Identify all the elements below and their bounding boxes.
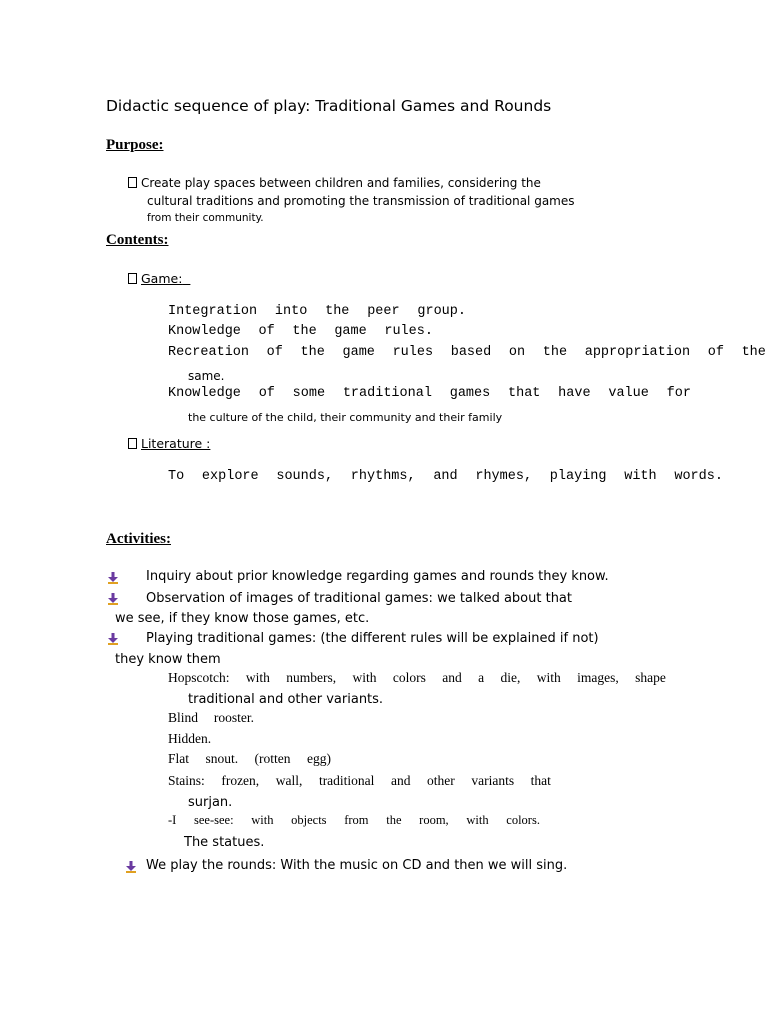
game-item-3: Recreation of the game rules based on the appropriation of the — [168, 345, 766, 360]
activity-item-2-continued: we see, if they know those games, etc. — [115, 611, 370, 626]
game-flat-snout: Flat snout. (rotten egg) — [168, 751, 331, 766]
game-stains-continued: surjan. — [188, 795, 233, 810]
activity-item-4: We play the rounds: With the music on CD and then we will sing. — [146, 858, 568, 873]
literature-item: To explore sounds, rhythms, and rhymes, playing with words. — [168, 469, 723, 484]
game-hopscotch: Hopscotch: with numbers, with colors and a die, with images, shape — [168, 670, 666, 685]
literature-label: Literature : — [128, 436, 210, 451]
activity-item-1: Inquiry about prior knowledge regarding games and rounds they know. — [146, 569, 609, 584]
missing-glyph-bullet-icon — [128, 273, 137, 284]
game-item-3-continued: same. — [188, 369, 225, 383]
game-label: Game: — [128, 271, 190, 286]
activity-item-2: Observation of images of traditional games: we talked about that — [146, 591, 572, 606]
missing-glyph-bullet-icon — [128, 177, 137, 188]
game-item-1: Integration into the peer group. — [168, 304, 466, 319]
purpose-line-2: cultural traditions and promoting the transmission of traditional games — [147, 194, 575, 208]
purpose-heading: Purpose: — [106, 137, 164, 153]
arrow-down-bullet-icon — [107, 633, 119, 645]
purpose-line-1: Create play spaces between children and families, considering the — [128, 176, 541, 190]
activity-item-3: Playing traditional games: (the different rules will be explained if not) — [146, 631, 599, 646]
game-i-see-see: -I see-see: with objects from the room, with colors. — [168, 813, 540, 827]
game-hidden: Hidden. — [168, 731, 212, 746]
game-item-4: Knowledge of some traditional games that have value for — [168, 386, 691, 401]
activity-item-3-continued: they know them — [115, 652, 221, 667]
game-stains: Stains: frozen, wall, traditional and other variants that — [168, 773, 551, 788]
arrow-down-bullet-icon — [107, 572, 119, 584]
game-item-4-continued: the culture of the child, their community and their family — [188, 411, 503, 424]
arrow-down-bullet-icon — [125, 861, 137, 873]
purpose-line-3: from their community. — [147, 212, 264, 224]
contents-heading: Contents: — [106, 232, 169, 248]
game-blind-rooster: Blind rooster. — [168, 710, 254, 725]
page-title: Didactic sequence of play: Traditional Games and Rounds — [106, 97, 552, 115]
game-hopscotch-continued: traditional and other variants. — [188, 692, 384, 707]
arrow-down-bullet-icon — [107, 593, 119, 605]
missing-glyph-bullet-icon — [128, 438, 137, 449]
activities-heading: Activities: — [106, 531, 171, 547]
game-statues: The statues. — [184, 835, 265, 850]
game-item-2: Knowledge of the game rules. — [168, 324, 433, 339]
